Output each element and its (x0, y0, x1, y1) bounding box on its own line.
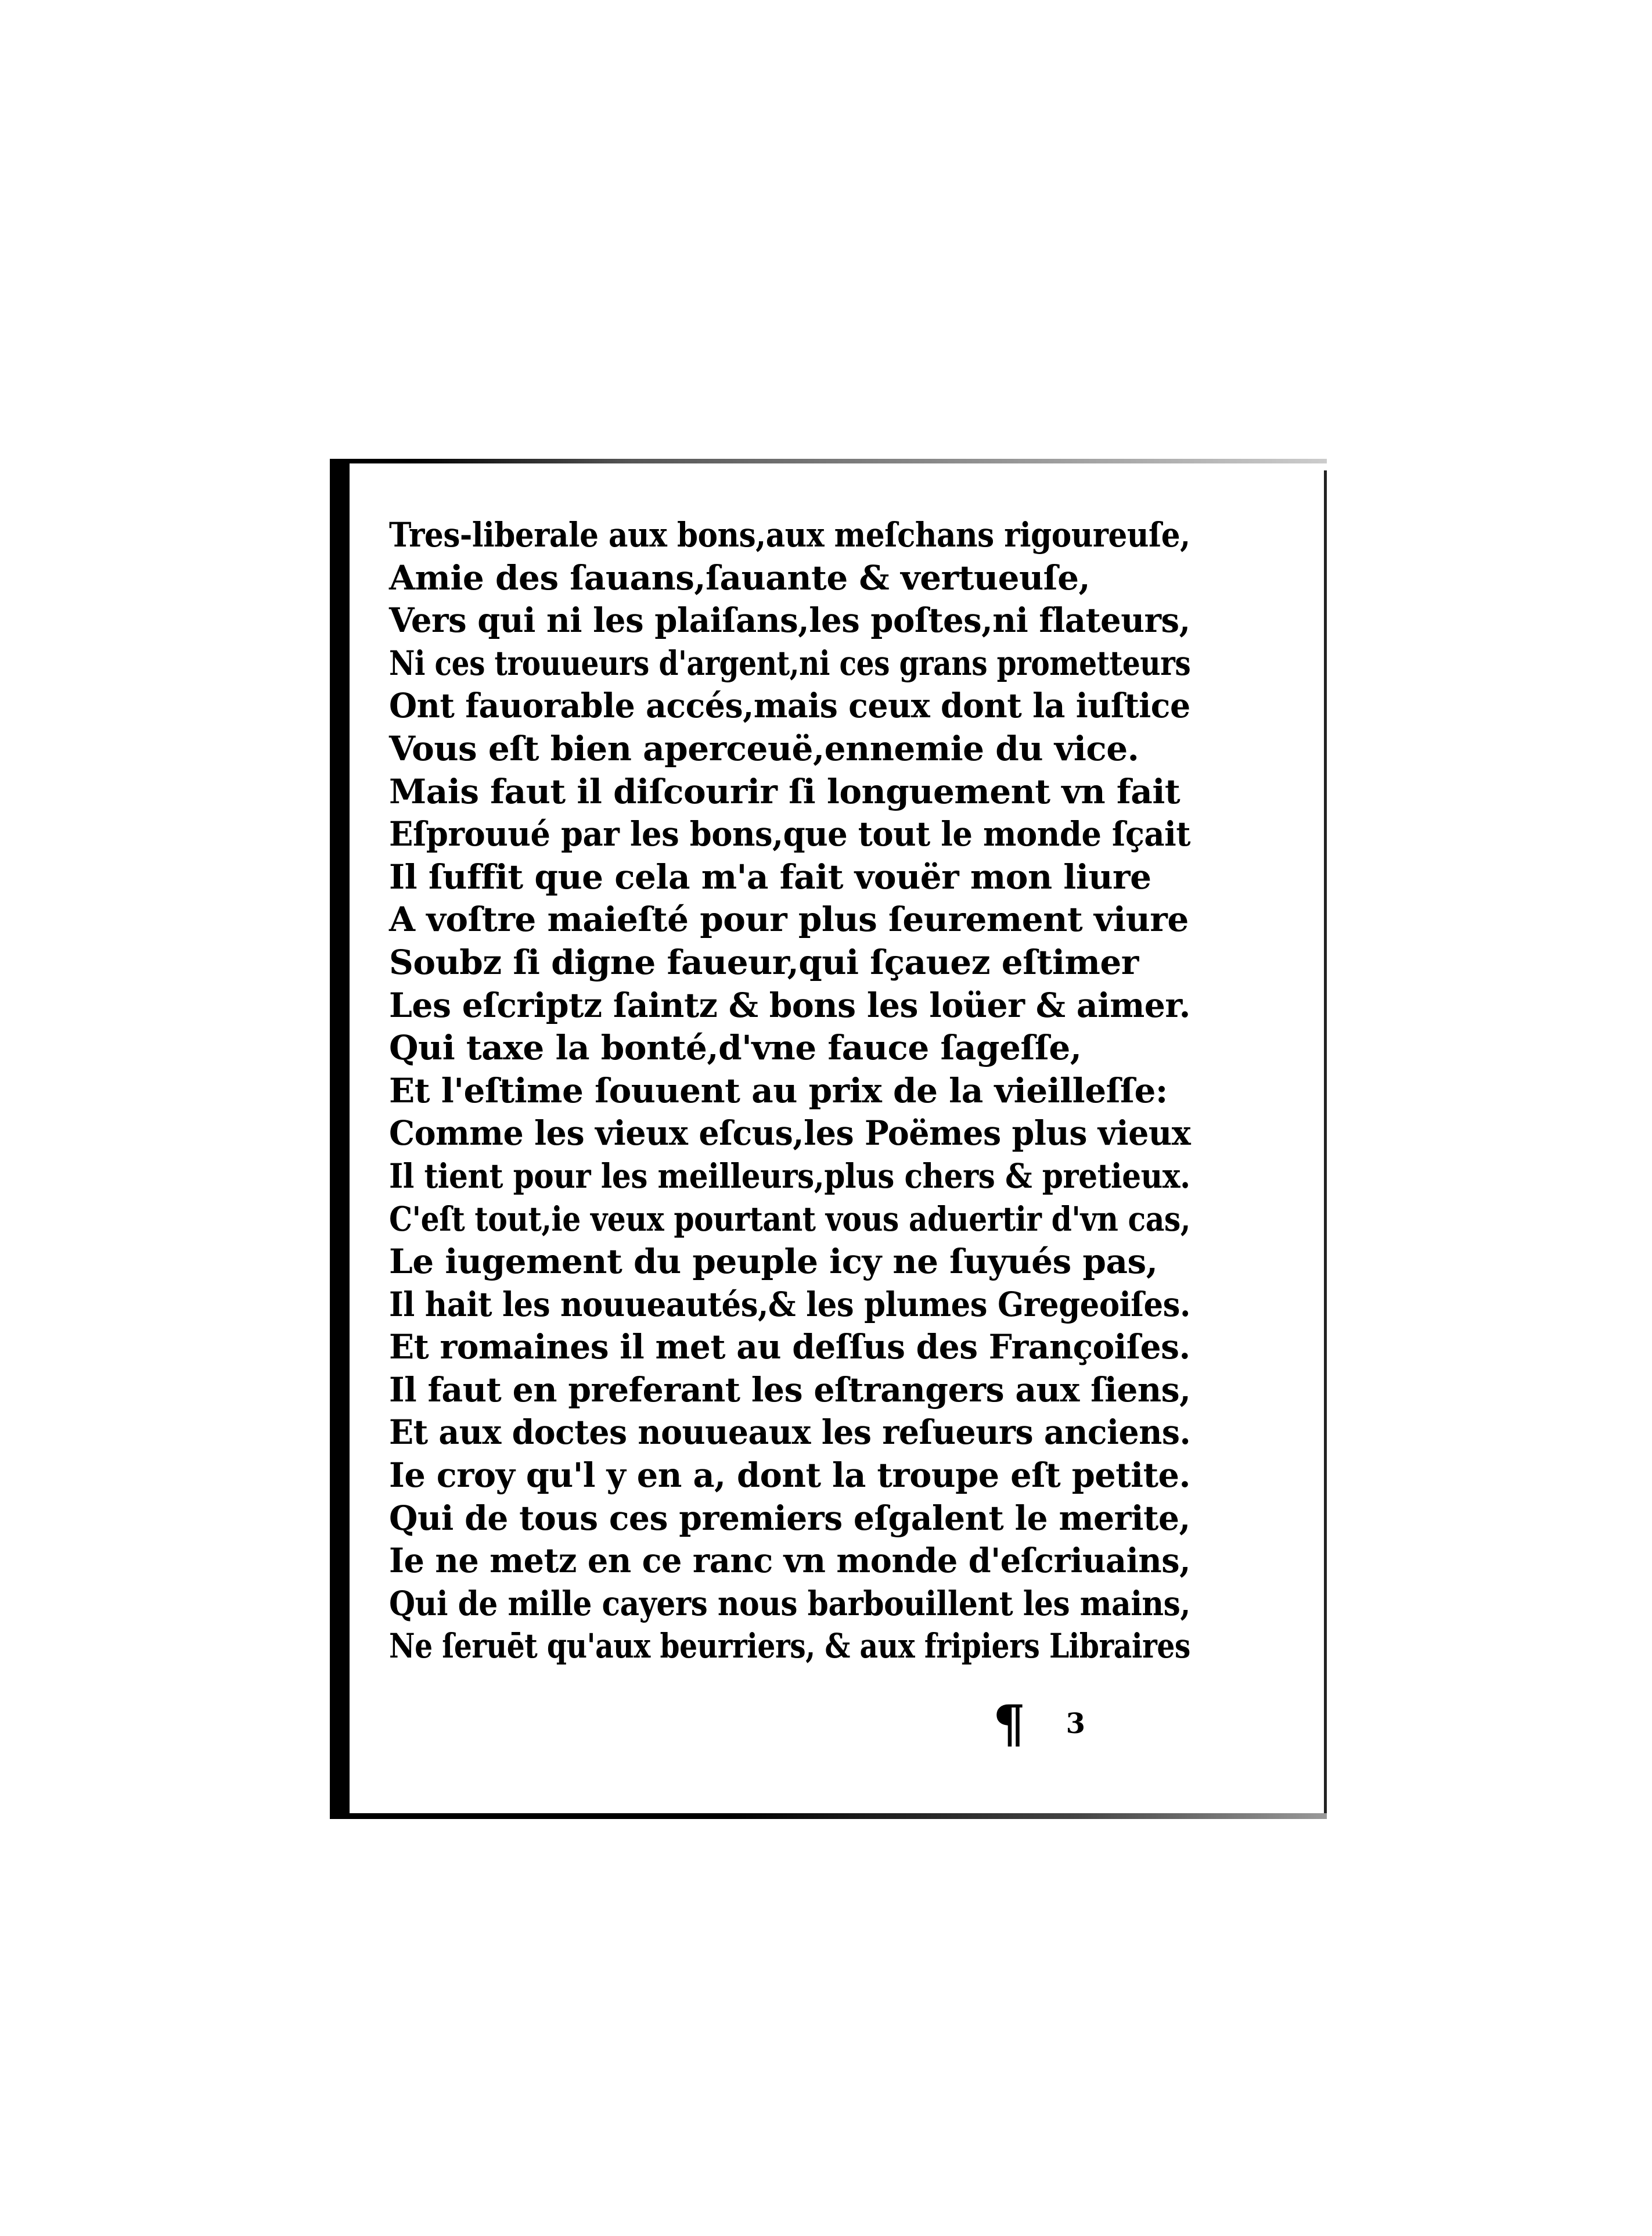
verse-line: Ne ſeruēt qu'aux beurriers, & aux fripiers Libraires (389, 1626, 1190, 1666)
verse-line: Ie ne metz en ce ranc vn monde d'eſcriuains, (389, 1541, 1191, 1581)
verse-line: Le iugement du peuple icy ne ſuyués pas, (389, 1242, 1158, 1282)
frame-top-border (330, 459, 1327, 463)
frame-left-border (330, 459, 350, 1819)
signature-mark: ¶ (993, 1694, 1025, 1754)
verse-line: Et aux doctes nouueaux les reſueurs anciens. (389, 1412, 1191, 1453)
verse-line: Vous eſt bien aperceuë,ennemie du vice. (389, 728, 1139, 768)
verse-line: Ont fauorable accés,mais ceux dont la iuſtice (389, 686, 1190, 726)
verse-line: Tres-liberale aux bons,aux meſchans rigoureuſe, (389, 515, 1190, 555)
verse-line: Et l'eſtime ſouuent au prix de la vieilleſſe: (389, 1070, 1168, 1110)
frame-bottom-border (330, 1813, 1327, 1819)
verse-line: Les eſcriptz ſaintz & bons les loüer & aimer. (389, 985, 1190, 1025)
verse-line: Qui de mille cayers nous barbouillent les mains, (389, 1583, 1190, 1623)
verse-line: Mais faut il diſcourir ſi longuement vn fait (389, 771, 1180, 811)
verse-line: Il faut en preferant les eſtrangers aux ſiens, (389, 1369, 1191, 1410)
verse-line: Il ſuffit que cela m'a fait vouër mon liure (389, 857, 1151, 897)
verse-line: Amie des ſauans,ſauante & vertueuſe, (389, 558, 1090, 598)
verse-line: Et romaines il met au deſſus des Françoiſes. (389, 1327, 1190, 1367)
verse-text (389, 514, 1190, 1668)
verse-line: C'eſt tout,ie veux pourtant vous aduertir d'vn cas, (389, 1199, 1190, 1239)
verse-line: Ie croy qu'l y en a, dont la troupe eſt petite. (389, 1455, 1191, 1496)
page-footer (993, 1694, 1085, 1754)
verse-line: Eſprouué par les bons,que tout le monde ſçait (389, 814, 1190, 854)
verse-line: Il hait les nouueautés,& les plumes Gregeoiſes. (389, 1284, 1190, 1324)
verse-line: Ni ces trouueurs d'argent,ni ces grans prometteurs (389, 643, 1191, 683)
verse-line: Qui de tous ces premiers eſgalent le merite, (389, 1498, 1190, 1538)
verse-line: A voſtre maieſté pour plus ſeurement viure (389, 900, 1189, 940)
verse-line: Il tient pour les meilleurs,plus chers & pretieux. (389, 1156, 1190, 1196)
verse-line: Comme les vieux eſcus,les Poëmes plus vieux (389, 1113, 1191, 1153)
verse-line: Soubz ſi digne faueur,qui ſçauez eſtimer (389, 942, 1139, 982)
frame-right-border (1324, 470, 1327, 1819)
verse-line: Vers qui ni les plaiſans,les poſtes,ni flateurs, (389, 601, 1190, 641)
verse-line: Qui taxe la bonté,d'vne fauce ſageſſe, (389, 1028, 1082, 1068)
folio-number: 3 (1066, 1707, 1085, 1740)
